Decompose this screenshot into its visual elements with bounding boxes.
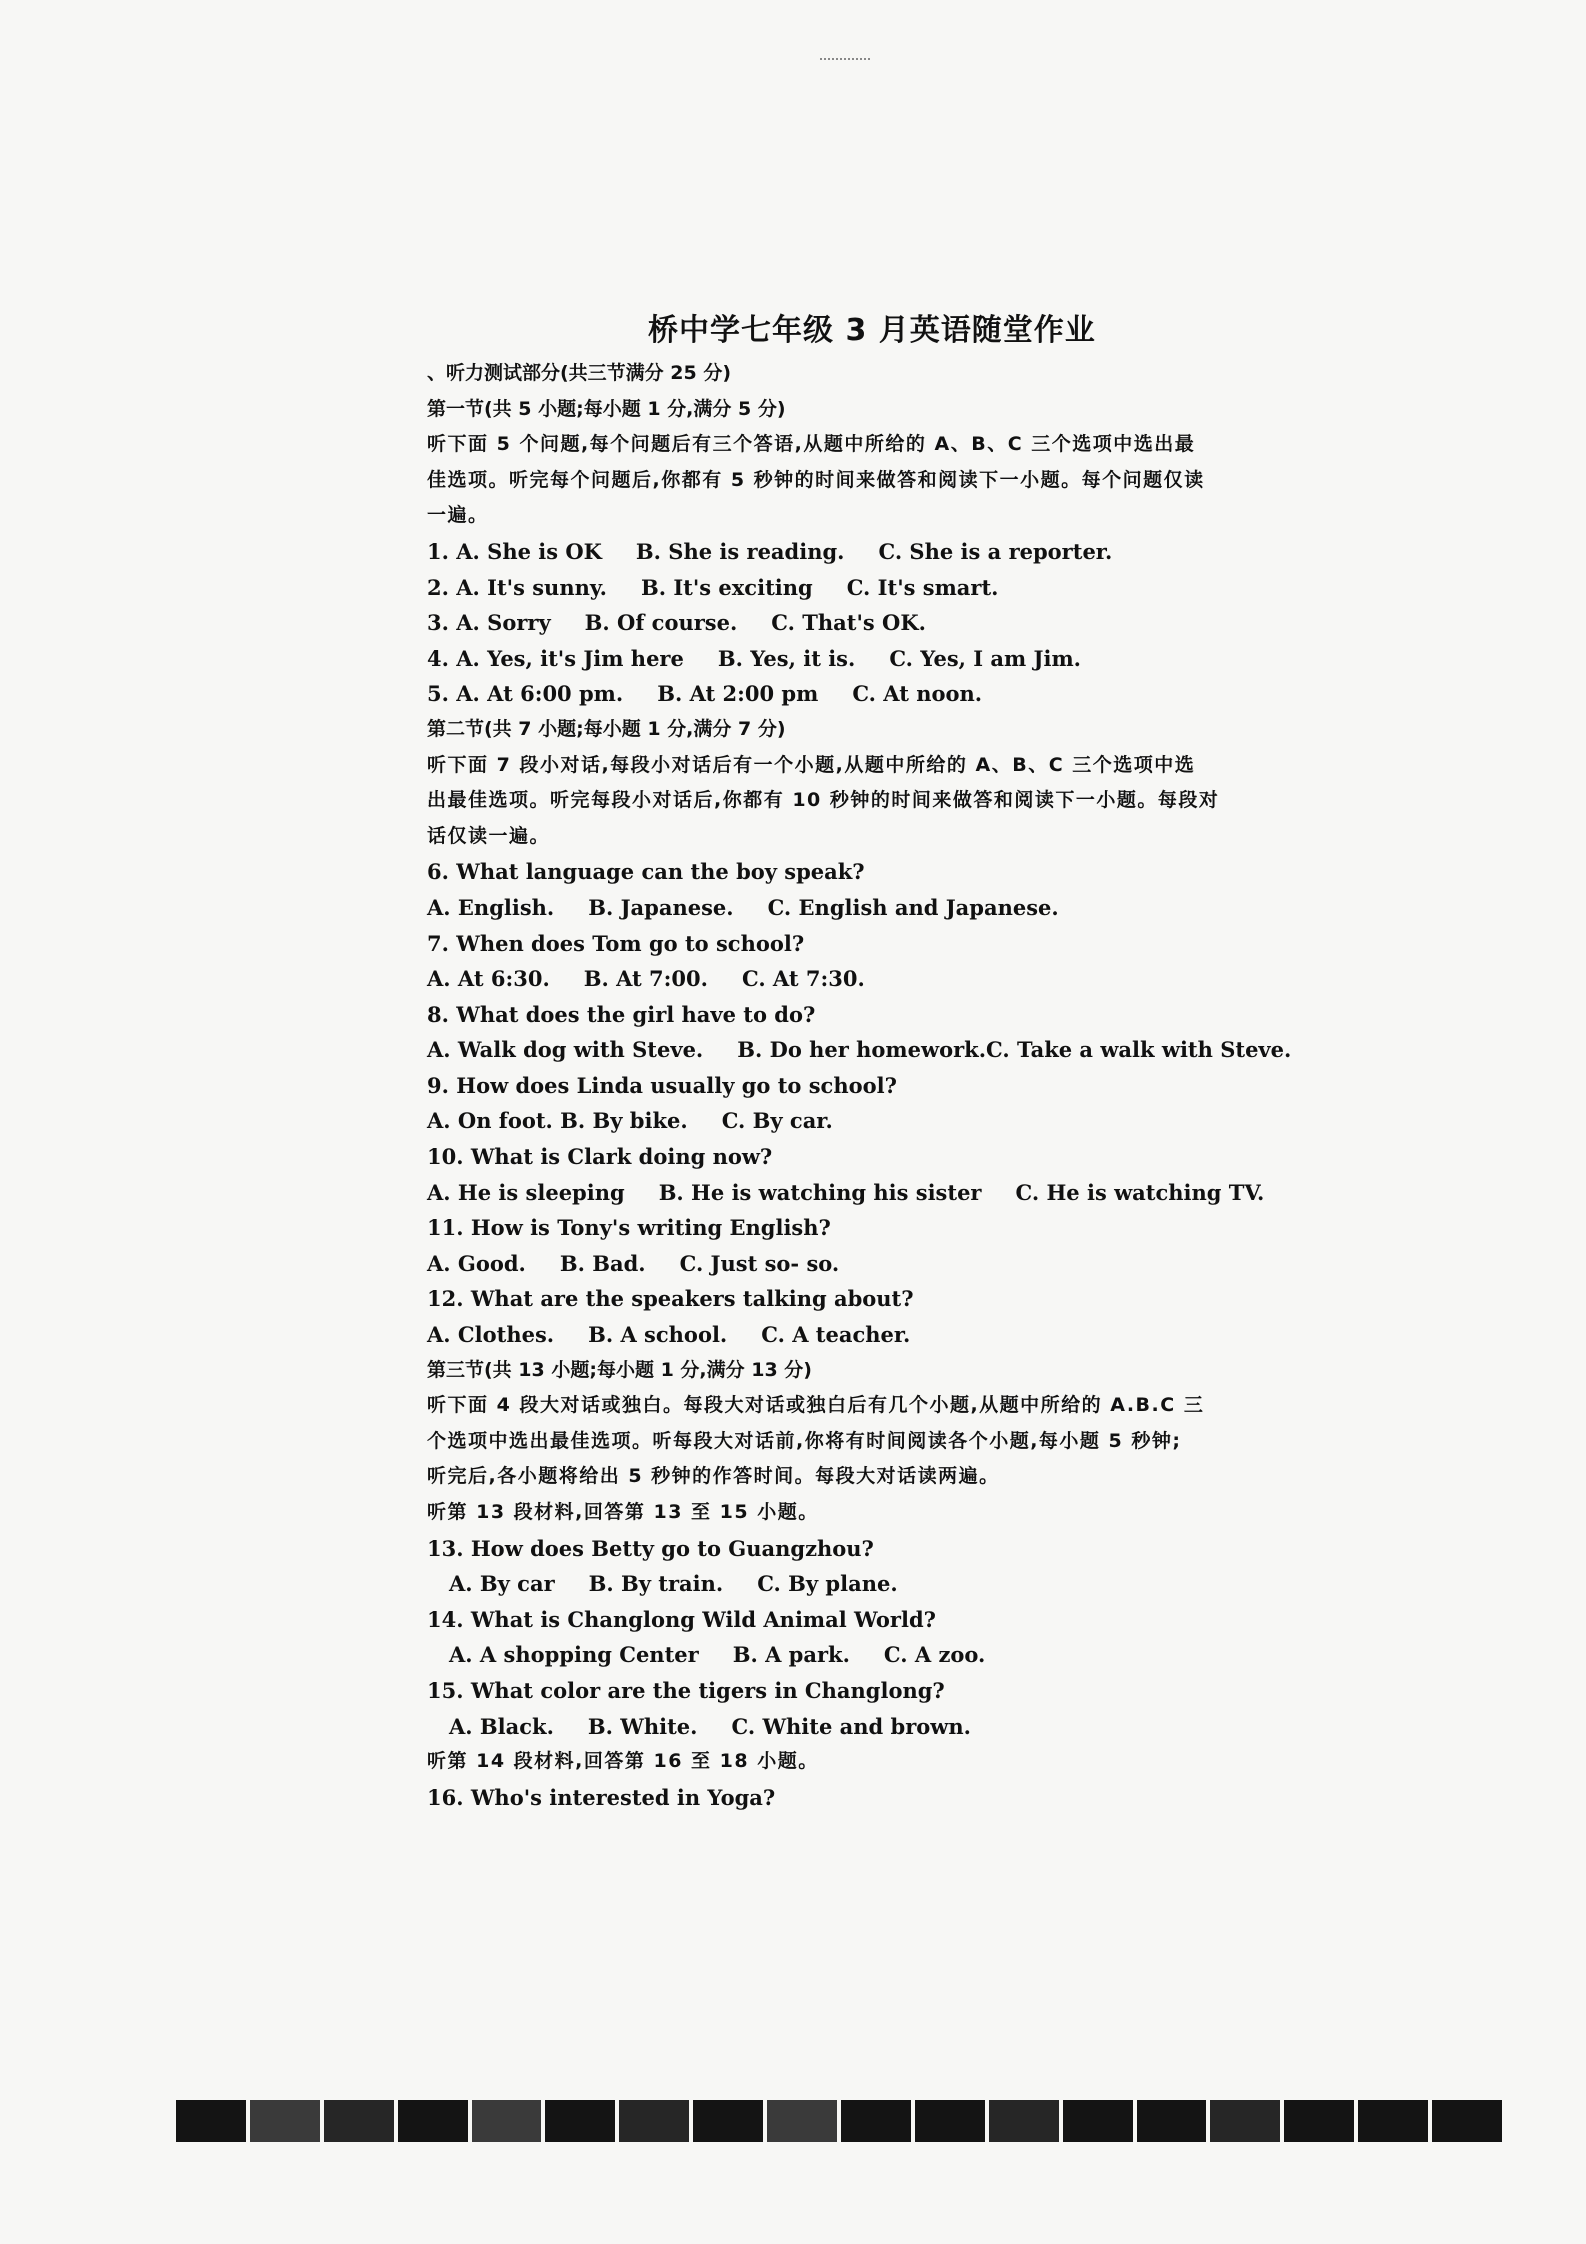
instruction-text: 出最佳选项。听完每段小对话后,你都有 10 秒钟的时间来做答和阅读下一小题。每段对: [427, 789, 1220, 812]
answer-options: [427, 676, 1327, 712]
option-text: A. Walk dog with Steve.: [427, 1037, 704, 1063]
answer-options: [427, 1317, 1327, 1353]
answer-options: [427, 1032, 1327, 1068]
answer-options: [427, 1246, 1327, 1282]
answer-options: [427, 961, 1327, 997]
option-text: B. White.: [587, 1713, 698, 1739]
answer-options: [427, 641, 1327, 677]
option-text: B. She is reading.: [635, 538, 845, 564]
question-text: 15. What color are the tigers in Changlong?: [427, 1677, 945, 1703]
option-text: 5. A. At 6:00 pm.: [427, 681, 624, 707]
option-text: C. English and Japanese.: [767, 894, 1059, 920]
instruction-text: 听下面 5 个问题,每个问题后有三个答语,从题中所给的 A、B、C 三个选项中选出最: [427, 433, 1196, 456]
instruction-text: 一遍。: [427, 504, 489, 527]
answer-options: [427, 534, 1327, 570]
question-text: 7. When does Tom go to school?: [427, 930, 805, 956]
option-text: C. A zoo.: [883, 1642, 986, 1668]
question-text: 10. What is Clark doing now?: [427, 1144, 773, 1170]
option-text: 3. A. Sorry: [427, 610, 551, 636]
instruction-text: 话仅读一遍。: [427, 824, 551, 847]
option-text: B. Japanese.: [588, 894, 734, 920]
question-text: 9. How does Linda usually go to school?: [427, 1072, 897, 1098]
option-text: B. Bad.: [559, 1250, 646, 1276]
question-text: 13. How does Betty go to Guangzhou?: [427, 1535, 874, 1561]
option-text: B. He is watching his sister: [658, 1179, 982, 1205]
scan-edge-bar: [176, 2100, 1502, 2142]
option-text: B. At 2:00 pm: [657, 681, 819, 707]
option-text: B. A school.: [588, 1322, 728, 1348]
option-text: A. Clothes.: [427, 1322, 555, 1348]
option-text: C. She is a reporter.: [878, 538, 1113, 564]
option-text: A. He is sleeping: [427, 1179, 625, 1205]
section-heading: 第一节(共 5 小题;每小题 1 分,满分 5 分): [427, 397, 786, 420]
answer-options: [427, 570, 1327, 606]
option-text: A. By car: [449, 1571, 555, 1597]
question-text: 12. What are the speakers talking about?: [427, 1286, 914, 1312]
option-text: A. Black.: [449, 1713, 554, 1739]
worksheet-body: [427, 356, 1327, 1815]
option-text: 4. A. Yes, it's Jim here: [427, 645, 684, 671]
option-text: C. It's smart.: [846, 574, 999, 600]
instruction-text: 听第 14 段材料,回答第 16 至 18 小题。: [427, 1750, 819, 1773]
option-text: B. By train.: [588, 1571, 724, 1597]
question-text: 14. What is Changlong Wild Animal World?: [427, 1606, 936, 1632]
question-text: 6. What language can the boy speak?: [427, 859, 865, 885]
option-text: B. At 7:00.: [583, 966, 708, 992]
option-text: C. A teacher.: [761, 1322, 911, 1348]
option-text: A. At 6:30.: [427, 966, 550, 992]
option-text: B. Yes, it is.: [717, 645, 856, 671]
option-text: C. At noon.: [852, 681, 983, 707]
option-text: C. That's OK.: [771, 610, 926, 636]
answer-options: [427, 1175, 1327, 1211]
answer-options: [427, 605, 1327, 641]
instruction-text: 听第 13 段材料,回答第 13 至 15 小题。: [427, 1501, 819, 1523]
answer-options: [427, 1709, 1327, 1745]
instruction-text: 个选项中选出最佳选项。听每段大对话前,你将有时间阅读各个小题,每小题 5 秒钟;: [427, 1429, 1182, 1452]
option-text: B. Do her homework.C. Take a walk with Steve.: [737, 1037, 1292, 1063]
instruction-text: 听下面 7 段小对话,每段小对话后有一个小题,从题中所给的 A、B、C 三个选项中选: [427, 753, 1196, 776]
option-text: A. English.: [427, 894, 555, 920]
scan-mark: [820, 58, 870, 68]
option-text: A. Good.: [427, 1250, 526, 1276]
option-text: C. White and brown.: [731, 1713, 971, 1739]
section-heading: 第三节(共 13 小题;每小题 1 分,满分 13 分): [427, 1358, 812, 1381]
answer-options: [427, 1103, 1327, 1139]
option-text: C. Just so- so.: [679, 1250, 840, 1276]
option-text: B. Of course.: [584, 610, 738, 636]
answer-options: [427, 890, 1327, 926]
section-heading: 、听力测试部分(共三节满分 25 分): [427, 362, 732, 384]
option-text: B. It's exciting: [640, 574, 813, 600]
answer-options: [427, 1566, 1327, 1602]
answer-options: [427, 1637, 1327, 1673]
option-text: 2. A. It's sunny.: [427, 574, 607, 600]
option-text: C. Yes, I am Jim.: [889, 645, 1081, 671]
option-text: C. By car.: [721, 1108, 833, 1134]
option-text: 1. A. She is OK: [427, 538, 602, 564]
option-text: C. By plane.: [757, 1571, 898, 1597]
option-text: C. At 7:30.: [741, 966, 865, 992]
instruction-text: 听完后,各小题将给出 5 秒钟的作答时间。每段大对话读两遍。: [427, 1465, 1000, 1488]
option-text: C. He is watching TV.: [1015, 1179, 1265, 1205]
question-text: 11. How is Tony's writing English?: [427, 1215, 831, 1241]
option-text: A. A shopping Center: [449, 1642, 699, 1668]
question-text: 8. What does the girl have to do?: [427, 1001, 816, 1027]
instruction-text: 听下面 4 段大对话或独白。每段大对话或独白后有几个小题,从题中所给的 A.B.C 三: [427, 1394, 1205, 1417]
option-text: B. A park.: [732, 1642, 850, 1668]
page-title: 桥中学七年级 3 月英语随堂作业: [648, 313, 1096, 348]
question-text: 16. Who's interested in Yoga?: [427, 1784, 776, 1810]
instruction-text: 佳选项。听完每个问题后,你都有 5 秒钟的时间来做答和阅读下一小题。每个问题仅读: [427, 468, 1205, 491]
option-text: A. On foot. B. By bike.: [427, 1108, 688, 1134]
section-heading: 第二节(共 7 小题;每小题 1 分,满分 7 分): [427, 717, 786, 740]
